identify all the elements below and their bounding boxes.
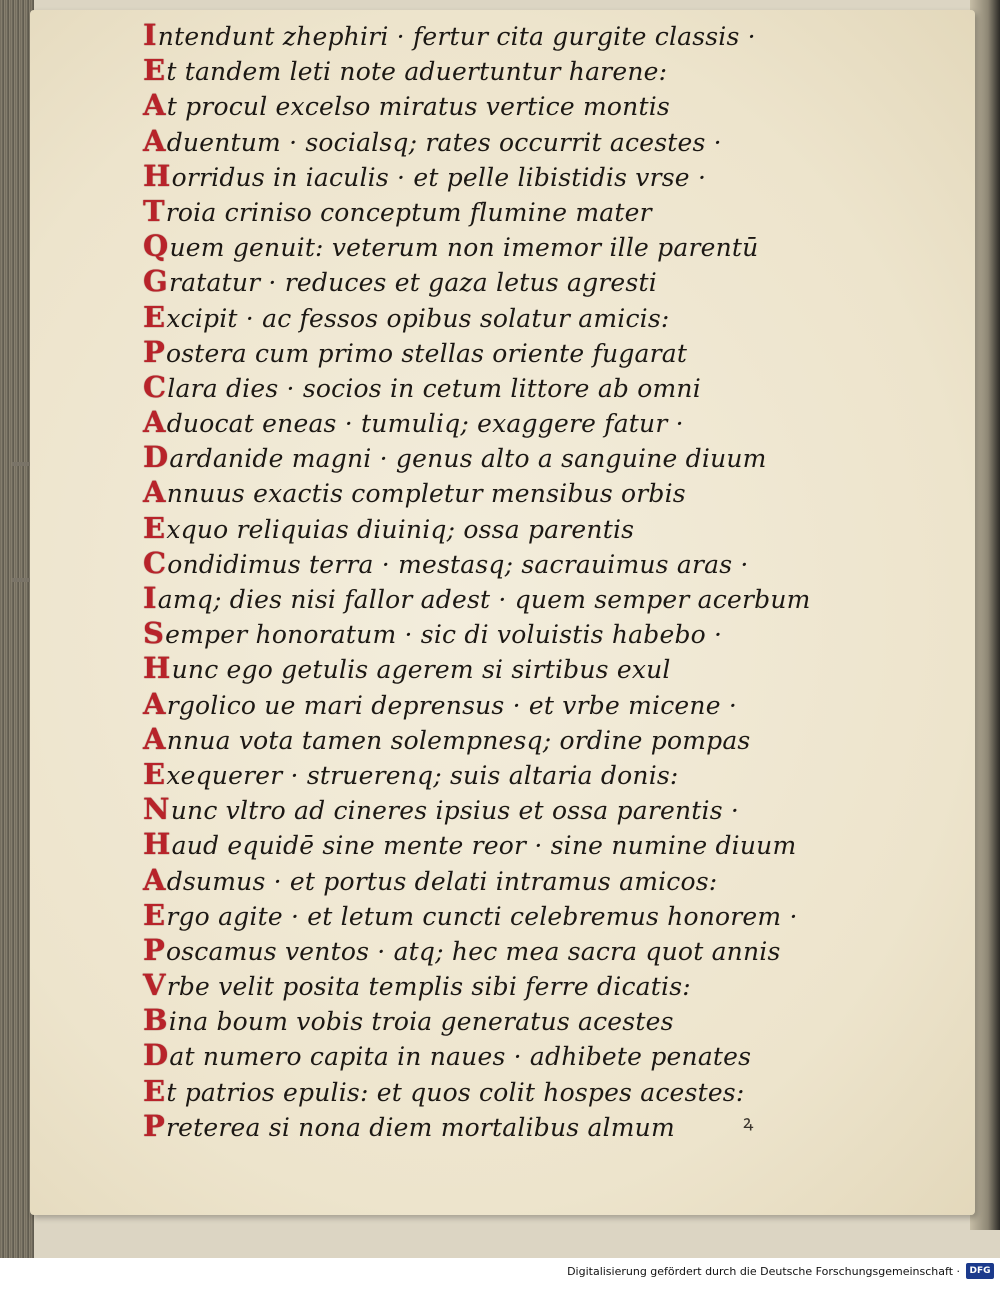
rubricated-initial: E [143, 53, 166, 88]
verse-line [143, 651, 793, 686]
verse-line-text: orridus in iaculis · et pelle libistidis vrse · [171, 162, 707, 192]
rubricated-initial: E [143, 510, 166, 545]
verse-line-text: rgo agite · et letum cuncti celebremus honorem · [166, 901, 798, 931]
verse-line [143, 405, 793, 440]
rubricated-initial: E [143, 299, 166, 334]
verse-line [143, 335, 793, 370]
rubricated-initial: A [143, 721, 166, 756]
verse-line [143, 1003, 793, 1038]
rubricated-initial: E [143, 756, 166, 791]
rubricated-initial: P [143, 334, 166, 369]
dfg-logo: DFG [966, 1263, 994, 1279]
rubricated-initial: H [143, 651, 171, 686]
verse-line [143, 1109, 793, 1144]
rubricated-initial: A [143, 475, 166, 510]
rubricated-initial: D [143, 1038, 169, 1073]
signature-mark: ꝝ [743, 1112, 754, 1133]
verse-line-text: nnua vota tamen solempnesq; ordine pompas [166, 725, 751, 755]
verse-line [143, 511, 793, 546]
rubricated-initial: A [143, 123, 166, 158]
verse-line [143, 687, 793, 722]
verse-line-text: ostera cum primo stellas oriente fugarat [166, 338, 688, 368]
funding-credit: Digitalisierung gefördert durch die Deutsche Forschungsgemeinschaft · [567, 1265, 960, 1278]
rubricated-initial: A [143, 686, 166, 721]
verse-line-text: lara dies · socios in cetum littore ab omni [167, 373, 701, 403]
verse-line [143, 1074, 793, 1109]
verse-line-text: ondidimus terra · mestasq; sacrauimus aras · [167, 549, 749, 579]
verse-line-text: xquo reliquias diuiniq; ossa parentis [166, 514, 635, 544]
verse-line [143, 264, 793, 299]
verse-line-text: rbe velit posita templis sibi ferre dicatis: [166, 972, 691, 1002]
verse-line [143, 229, 793, 264]
verse-line [143, 300, 793, 335]
verse-line-text: ardanide magni · genus alto a sanguine diuum [169, 444, 767, 474]
verse-line-text: rgolico ue mari deprensus · et vrbe micene · [166, 690, 737, 720]
verse-line [143, 88, 793, 123]
verse-line [143, 18, 793, 53]
rubricated-initial: C [143, 369, 167, 404]
verse-line-text: ntendunt zhephiri · fertur cita gurgite classis · [157, 22, 756, 51]
verse-line-text: amq; dies nisi fallor adest · quem semper acerbum [157, 585, 811, 614]
rubricated-initial: D [143, 440, 169, 475]
verse-line-text: oscamus ventos · atq; hec mea sacra quot annis [166, 936, 781, 966]
verse-line [143, 757, 793, 792]
verse-line-text: aud equidē sine mente reor · sine numine diuum [171, 831, 797, 861]
rubricated-initial: S [143, 616, 165, 651]
verse-line-text: unc vltro ad cineres ipsius et ossa parentis · [170, 796, 740, 826]
verse-line [143, 581, 811, 616]
book-spine-edge [0, 0, 34, 1270]
verse-line-text: xequerer · struerenq; suis altaria donis: [166, 760, 679, 790]
verse-line-text: duentum · socialsq; rates occurrit acestes · [166, 127, 722, 157]
verse-line-text: xcipit · ac fessos opibus solatur amicis: [166, 303, 670, 333]
rubricated-initial: H [143, 158, 171, 193]
verse-line-text: t tandem leti note aduertuntur harene: [166, 57, 668, 87]
verse-line [143, 194, 793, 229]
rubricated-initial: G [143, 264, 168, 299]
verse-line-text: uem genuit: veterum non imemor ille parentū [169, 233, 759, 263]
rubricated-initial: E [143, 1073, 166, 1108]
verse-line [143, 933, 793, 968]
rubricated-initial: B [143, 1003, 168, 1038]
verse-line [143, 1038, 793, 1073]
verse-line [143, 827, 797, 862]
rubricated-initial: A [143, 862, 166, 897]
verse-line-text: duocat eneas · tumuliq; exaggere fatur · [166, 409, 684, 439]
verse-line [143, 159, 793, 194]
verse-line-text: unc ego getulis agerem si sirtibus exul [171, 655, 671, 685]
rubricated-initial: I [143, 581, 157, 615]
verse-line [143, 546, 793, 581]
verse-text-block [143, 18, 811, 1144]
rubricated-initial: P [143, 932, 166, 967]
rubricated-initial: C [143, 545, 167, 580]
verse-line [143, 475, 793, 510]
verse-line [143, 722, 793, 757]
verse-line-text: emper honoratum · sic di voluistis habebo · [165, 620, 723, 650]
rubricated-initial: A [143, 88, 166, 123]
verse-line [143, 792, 793, 827]
rubricated-initial: Q [143, 229, 169, 264]
rubricated-initial: T [143, 193, 165, 228]
verse-line [143, 53, 793, 88]
verse-line-text: at numero capita in naues · adhibete penates [169, 1042, 752, 1072]
verse-line-text: t procul excelso miratus vertice montis [166, 92, 670, 122]
verse-line [143, 897, 798, 933]
verse-line [143, 440, 793, 475]
verse-line-text: dsumus · et portus delati intramus amicos: [166, 866, 718, 896]
verse-line [143, 863, 793, 898]
footer-bar [0, 1258, 1000, 1290]
verse-line-text: t patrios epulis: et quos colit hospes acestes: [166, 1077, 745, 1107]
verse-line-text: ina boum vobis troia generatus acestes [168, 1007, 674, 1037]
verse-line-text: roia criniso conceptum flumine mater [165, 197, 652, 227]
rubricated-initial: A [143, 405, 166, 440]
verse-line [143, 616, 793, 651]
verse-line [143, 968, 793, 1003]
verse-line [143, 370, 793, 405]
verse-line-text: reterea si nona diem mortalibus almum [166, 1112, 675, 1142]
rubricated-initial: N [143, 792, 170, 827]
rubricated-initial: E [143, 897, 166, 932]
rubricated-initial: I [143, 18, 157, 52]
rubricated-initial: V [143, 968, 166, 1003]
rubricated-initial: P [143, 1108, 166, 1143]
verse-line-text: ratatur · reduces et gaza letus agresti [168, 268, 657, 298]
verse-line [143, 124, 793, 159]
rubricated-initial: H [143, 827, 171, 862]
verse-line-text: nnuus exactis completur mensibus orbis [166, 479, 686, 509]
